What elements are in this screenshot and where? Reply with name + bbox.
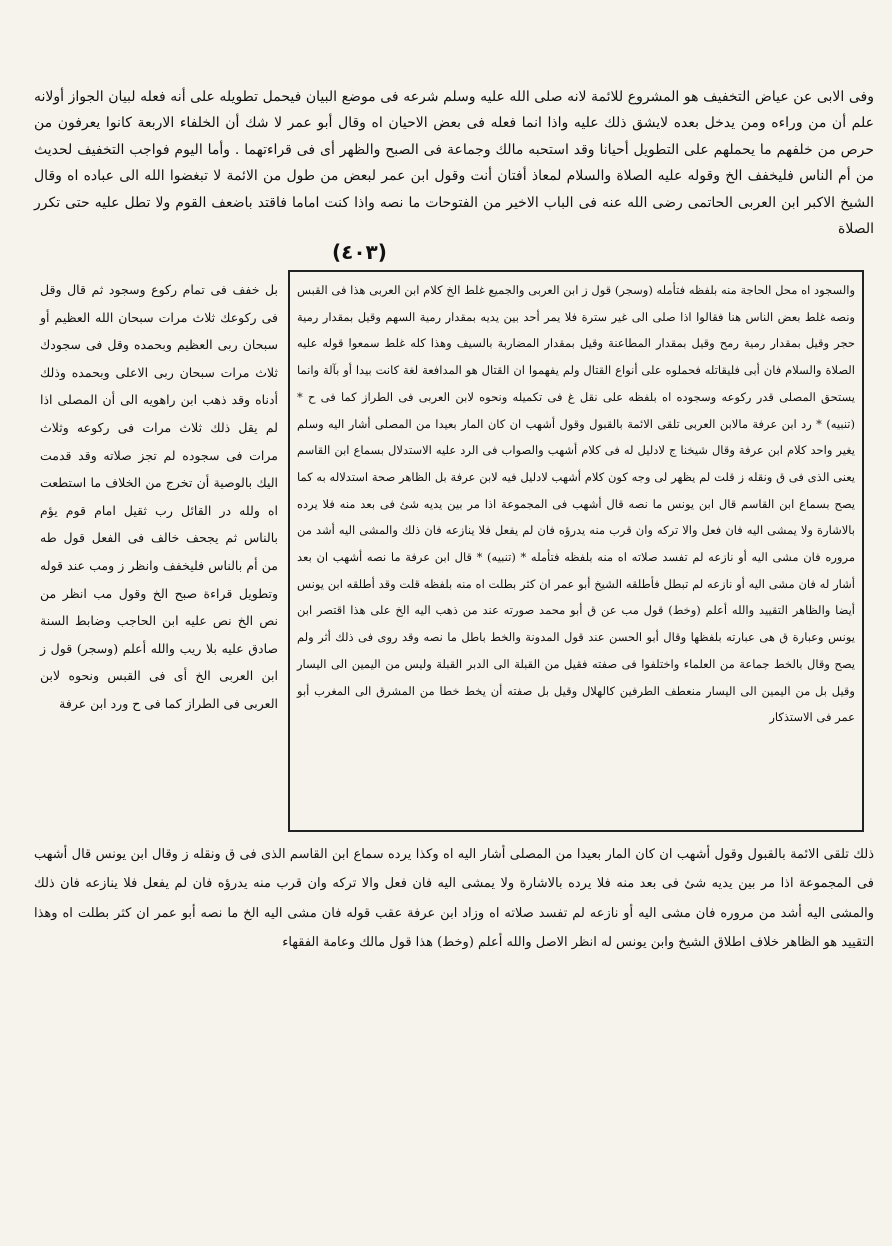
bottom-paragraph: ذلك تلقى الائمة بالقبول وقول أشهب ان كان المار بعيدا من المصلى أشار اليه اه وكذا يرده سماع ابن القاسم الذى فى ق ونقله ز وقال ابن يونس قال أشهب فى المجموعة اذا مر بين يديه شئ فى بعد منه فلا يرده بالاشارة ولا يمشى اليه فان فعل والا تركه وان قرب منه يدرؤه فان لم يفعل فلا ينازعه فان ذلك والمشى اليه أشد من مروره فان مشى اليه أو نازعه لم تفسد صلاته اه وزاد ابن عرفة عقب قوله فان مشى اليه الخ ما نصه أبو عمر ان كثر بطلت اه وهذا التقييد هو الظاهر خلاف اطلاق الشيخ وابن يونس له انظر الاصل والله أعلم (وخط) هذا قول مالك وعامة الفقهاء <box>34 847 874 951</box>
commentary-box <box>288 270 864 832</box>
right-margin-column <box>40 276 278 718</box>
page-number-row <box>34 240 874 270</box>
top-paragraph: وفى الابى عن عياض التخفيف هو المشروع للائمة لانه صلى الله عليه وسلم شرعه فى موضع البيان فيحمل تطويله على أنه فعله لبيان الجواز أولانه علم أن من وراءه ومن يدخل بعده لايشق ذلك عليه واذا انما فعله فى بعض الاحيان اه وقال أبو عمر لا شك أن الخلفاء الاربعة كانوا يعرفون من حرص من خلفهم ما يحملهم على التطويل أحيانا وقد استحبه مالك وجماعة فى الصبح والظهر أى فى قراءتهما . وأما اليوم فواجب التخفيف لحديث من أم الناس فليخفف الخ وقوله عليه الصلاة والسلام لمعاذ أفتان أنت وقول ابن عمر لبعض من طول من الائمة لا تبغضوا الله الى عباده اه وقال الشيخ الاكبر ابن العربى الحاتمى رضى الله عنه فى الباب الاخير من الفتوحات ما نصه واذا كنت اماما فاقتد باضعف القوم ولا تطل عليه حتى تكرر الصلاة <box>34 89 874 238</box>
bottom-text-block <box>34 840 874 958</box>
page-number: (٤٠٣) <box>332 240 387 264</box>
top-text-block <box>34 84 874 242</box>
margin-column-text: بل خفف فى تمام ركوع وسجود ثم قال وقل فى ركوعك ثلاث مرات سبحان الله العظيم أو سبحان ربى العظيم وبحمده وقل فى سجودك ثلاث مرات سبحان ربى الاعلى وبحمده وذلك أدناه وقد ذهب ابن راهويه الى أن المصلى اذا لم يقل ذلك ثلاث مرات فى ركوعه وثلاث مرات فى سجوده لم تجز صلاته وقد قدمت اليك بالوصية أن تخرج من الخلاف ما استطعت اه ولله در القائل رب ثقيل امام قوم يؤم بالناس ثم يجحف خالف فى الفعل قول طه من أم بالناس فليخفف وانظر ز ومب عند قوله وتطويل قراءة صبح الخ وقول مب انظر من نص الخ نص عليه ابن الحاجب وضابط السنة صادق عليه بلا ريب والله أعلم (وسجر) قول ز ابن العربى الخ أى فى القبس ونحوه لابن العربى فى الطراز كما فى ح ورد ابن عرفة <box>40 282 278 711</box>
commentary-text: والسجود اه محل الحاجة منه بلفظه فتأمله (وسجر) قول ز ابن العربى والجميع غلط الخ كلام ابن العربى هذا فى القبس ونصه غلط بعض الناس هنا فقالوا اذا صلى الى غير سترة فلا يمر أحد بين يديه بمقدار رمية السهم وقيل بمقدار رمية حجر وقيل بمقدار رمية رمح وقيل بمقدار المطاعنة وقيل بمقدار المضاربة بالسيف وهذا كله غلط سمعوا قوله عليه الصلاة والسلام فان أبى فليقاتله فحملوه على أنواع القتال ولم يفهموا ان القتال هو المدافعة لغة كانت بيدا أو بآلة وانما يستحق المصلى قدر ركوعه وسجوده اه بلفظه على نقل غ فى تكميله ونحوه لابن العربى فى الطراز كما فى ح * (تنبيه) * رد ابن عرفة مالابن العربى تلقى الائمة بالقبول وقول أشهب ان كان المار بعيدا من المصلى أشار اليه وسلم يغير واحد كلام ابن عرفة وقال شيخنا ج لادليل له فى كلام أشهب والصواب فى الرد عليه الاستدلال بسماع ابن القاسم يعنى الذى فى ق ونقله ز قلت لم يظهر لى وجه كون كلام أشهب لادليل فيه لابن عرفة بل الظاهر صحة استدلاله به كما يصح بسماع ابن القاسم قال ابن يونس ما نصه قال أشهب فى المجموعة اذا مر بين يديه شئ فى بعد منه فلا يرده بالاشارة ولا يمشى اليه فان فعل والا تركه وان قرب منه يدرؤه فان لم يفعل فلا ينازعه فان ذلك والمشى اليه أشد من مروره فان مشى اليه أو نازعه لم تفسد صلاته اه منه بلفظه فتأمله * (تنبيه) * قال ابن عرفة ما نصه أشهب ان بعد أشار له فان مشى اليه أو نازعه لم تبطل فأطلقه الشيخ أبو عمر ان كثر بطلت اه منه بلفظه قلت وقد أطلقه ابن يونس أيضا والظاهر التقييد والله أعلم (وخط) قول مب عن ق أبو محمد صورته عند من ذهب اليه الخ على هذا اقتصر ابن يونس وعبارة ق هى عبارته بلفظها وقال أبو الحسن عند قول المدونة والخط باطل ما نصه وقد روى فى ذلك أثر ولم يصح وقال بالخط جماعة من العلماء واختلفوا فى صفته فقيل من القبلة الى الدبر القبلة وليس من اليمين الى اليسار وقيل بل من اليمين الى اليسار منعطف الطرفين كالهلال وقيل بل صفته أن يخط خطا من المشرق الى المغرب أبو عمر فى الاستذكار <box>297 283 855 725</box>
